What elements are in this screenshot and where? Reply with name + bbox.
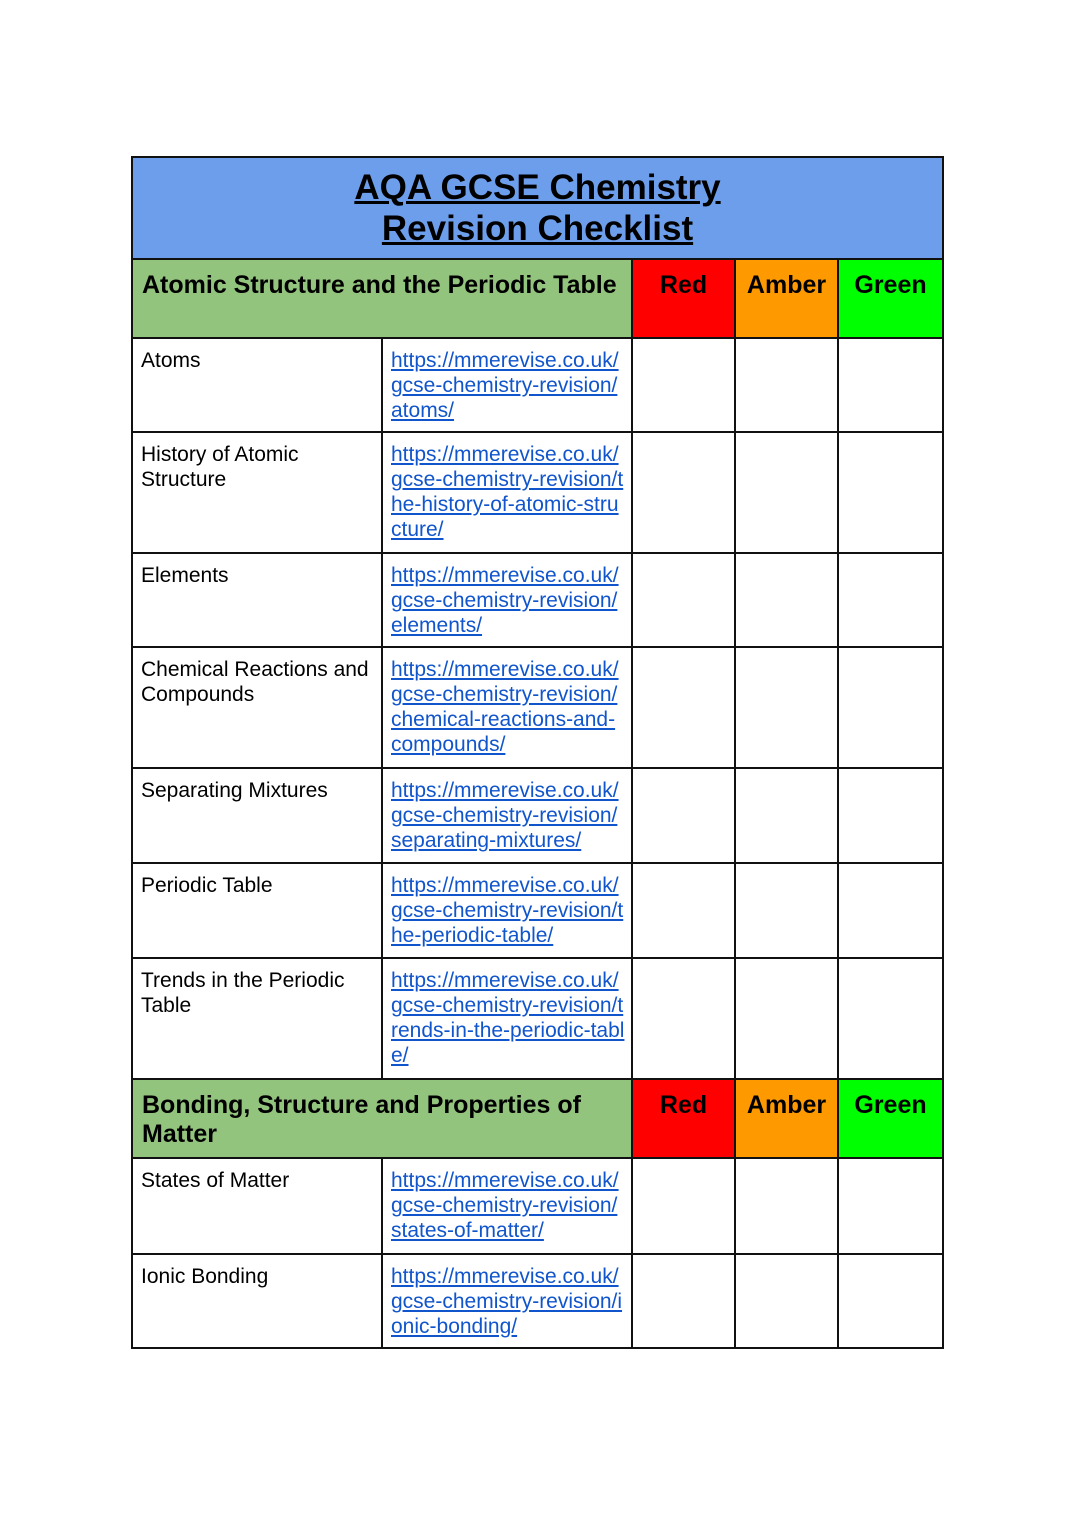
rag-red-cell[interactable] <box>632 553 735 647</box>
rag-green-cell[interactable] <box>838 338 943 432</box>
rag-green-cell[interactable] <box>838 1254 943 1348</box>
table-row <box>132 338 943 432</box>
table-row <box>132 647 943 768</box>
table-row <box>132 1254 943 1348</box>
rag-header-amber: Amber <box>735 259 838 338</box>
section-header-row <box>132 1079 943 1158</box>
rag-red-cell[interactable] <box>632 338 735 432</box>
topic-name: Elements <box>132 553 382 647</box>
rag-red-cell[interactable] <box>632 768 735 863</box>
rag-amber-cell[interactable] <box>735 553 838 647</box>
topic-link[interactable]: https://mmerevise.co.uk/gcse-chemistry-revision/the-history-of-atomic-structure/ <box>391 443 624 541</box>
rag-header-red: Red <box>632 1079 735 1158</box>
title-cell <box>132 157 943 259</box>
section-header-row <box>132 259 943 338</box>
topic-link[interactable]: https://mmerevise.co.uk/gcse-chemistry-revision/elements/ <box>391 564 619 637</box>
rag-red-cell[interactable] <box>632 1254 735 1348</box>
topic-name: Ionic Bonding <box>132 1254 382 1348</box>
rag-header-amber: Amber <box>735 1079 838 1158</box>
rag-red-cell[interactable] <box>632 1158 735 1254</box>
topic-name: Periodic Table <box>132 863 382 958</box>
page-title-line2: Revision Checklist <box>381 209 694 248</box>
topic-name: Atoms <box>132 338 382 432</box>
rag-green-cell[interactable] <box>838 768 943 863</box>
topic-link[interactable]: https://mmerevise.co.uk/gcse-chemistry-revision/states-of-matter/ <box>391 1169 619 1242</box>
table-row <box>132 432 943 553</box>
topic-name: Separating Mixtures <box>132 768 382 863</box>
rag-amber-cell[interactable] <box>735 338 838 432</box>
topic-link[interactable]: https://mmerevise.co.uk/gcse-chemistry-revision/chemical-reactions-and-compounds/ <box>391 658 619 756</box>
rag-amber-cell[interactable] <box>735 768 838 863</box>
topic-link[interactable]: https://mmerevise.co.uk/gcse-chemistry-revision/the-periodic-table/ <box>391 874 624 947</box>
topic-name: History of Atomic Structure <box>132 432 382 553</box>
topic-link[interactable]: https://mmerevise.co.uk/gcse-chemistry-revision/trends-in-the-periodic-table/ <box>391 969 625 1067</box>
rag-amber-cell[interactable] <box>735 863 838 958</box>
section-title: Bonding, Structure and Properties of Matter <box>132 1079 632 1158</box>
rag-red-cell[interactable] <box>632 863 735 958</box>
rag-red-cell[interactable] <box>632 432 735 553</box>
rag-red-cell[interactable] <box>632 958 735 1079</box>
table-row <box>132 1158 943 1254</box>
rag-red-cell[interactable] <box>632 647 735 768</box>
rag-green-cell[interactable] <box>838 432 943 553</box>
rag-amber-cell[interactable] <box>735 1158 838 1254</box>
page-title-line1: AQA GCSE Chemistry <box>354 168 721 207</box>
rag-header-green: Green <box>838 1079 943 1158</box>
topic-link[interactable]: https://mmerevise.co.uk/gcse-chemistry-revision/separating-mixtures/ <box>391 779 619 852</box>
rag-green-cell[interactable] <box>838 863 943 958</box>
topic-name: Chemical Reactions and Compounds <box>132 647 382 768</box>
rag-amber-cell[interactable] <box>735 958 838 1079</box>
rag-header-red: Red <box>632 259 735 338</box>
rag-green-cell[interactable] <box>838 647 943 768</box>
rag-green-cell[interactable] <box>838 958 943 1079</box>
rag-amber-cell[interactable] <box>735 1254 838 1348</box>
revision-checklist-table <box>131 156 944 1349</box>
section-title: Atomic Structure and the Periodic Table <box>132 259 632 338</box>
rag-header-green: Green <box>838 259 943 338</box>
topic-name: Trends in the Periodic Table <box>132 958 382 1079</box>
table-row <box>132 958 943 1079</box>
topic-link[interactable]: https://mmerevise.co.uk/gcse-chemistry-revision/ionic-bonding/ <box>391 1265 623 1338</box>
rag-green-cell[interactable] <box>838 553 943 647</box>
topic-name: States of Matter <box>132 1158 382 1254</box>
rag-green-cell[interactable] <box>838 1158 943 1254</box>
table-row <box>132 863 943 958</box>
rag-amber-cell[interactable] <box>735 432 838 553</box>
table-row <box>132 553 943 647</box>
rag-amber-cell[interactable] <box>735 647 838 768</box>
title-row <box>132 157 943 259</box>
topic-link[interactable]: https://mmerevise.co.uk/gcse-chemistry-revision/atoms/ <box>391 349 619 422</box>
table-row <box>132 768 943 863</box>
